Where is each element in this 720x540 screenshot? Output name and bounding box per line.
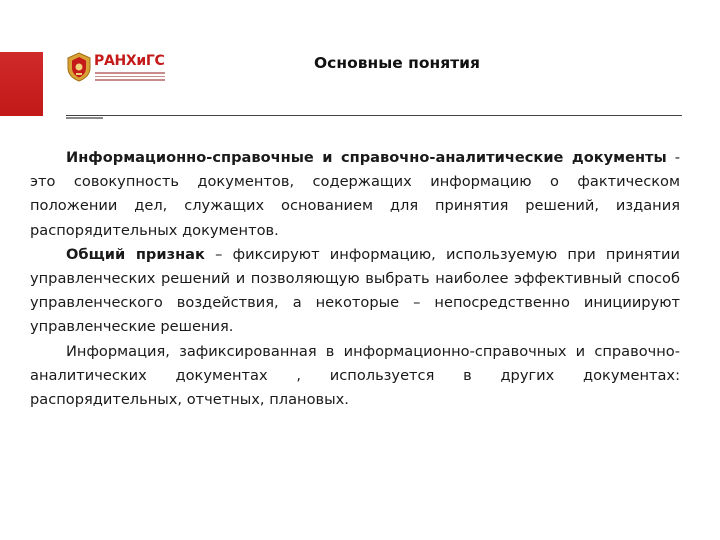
paragraph-usage: Информация, зафиксированная в информационно-справочных и справочно-аналитических документах , используется в других документах: распорядительных, отчетных, плановых.	[30, 342, 680, 409]
logo-subtitle-lines	[95, 72, 165, 83]
logo-text: РАНХиГС	[94, 53, 165, 69]
ranepa-emblem-icon	[66, 52, 92, 82]
term-documents: Информационно-справочные и справочно-аналитические документы	[66, 149, 667, 166]
page-title: Основные понятия	[314, 54, 480, 72]
divider-accent	[66, 117, 103, 119]
common-feature-text: – фиксируют информацию, используемую при принятии управленческих решений и позволяющую выбрать наиболее эффективный способ управленческого воздействия, а некоторые – непосредственно инициируют управленческие решения.	[30, 245, 680, 336]
paragraph-definition	[30, 146, 680, 243]
definition-text: - это совокупность документов, содержащих информацию о фактическом положении дел, служащих основанием для принятия решений, издания распорядительных документов.	[30, 149, 680, 239]
term-common-feature: Общий признак	[66, 245, 205, 263]
paragraph-common-feature	[30, 243, 680, 340]
header-divider	[66, 115, 682, 116]
main-text	[30, 146, 680, 412]
ranepa-logo	[66, 52, 166, 88]
red-accent-block	[0, 52, 43, 116]
